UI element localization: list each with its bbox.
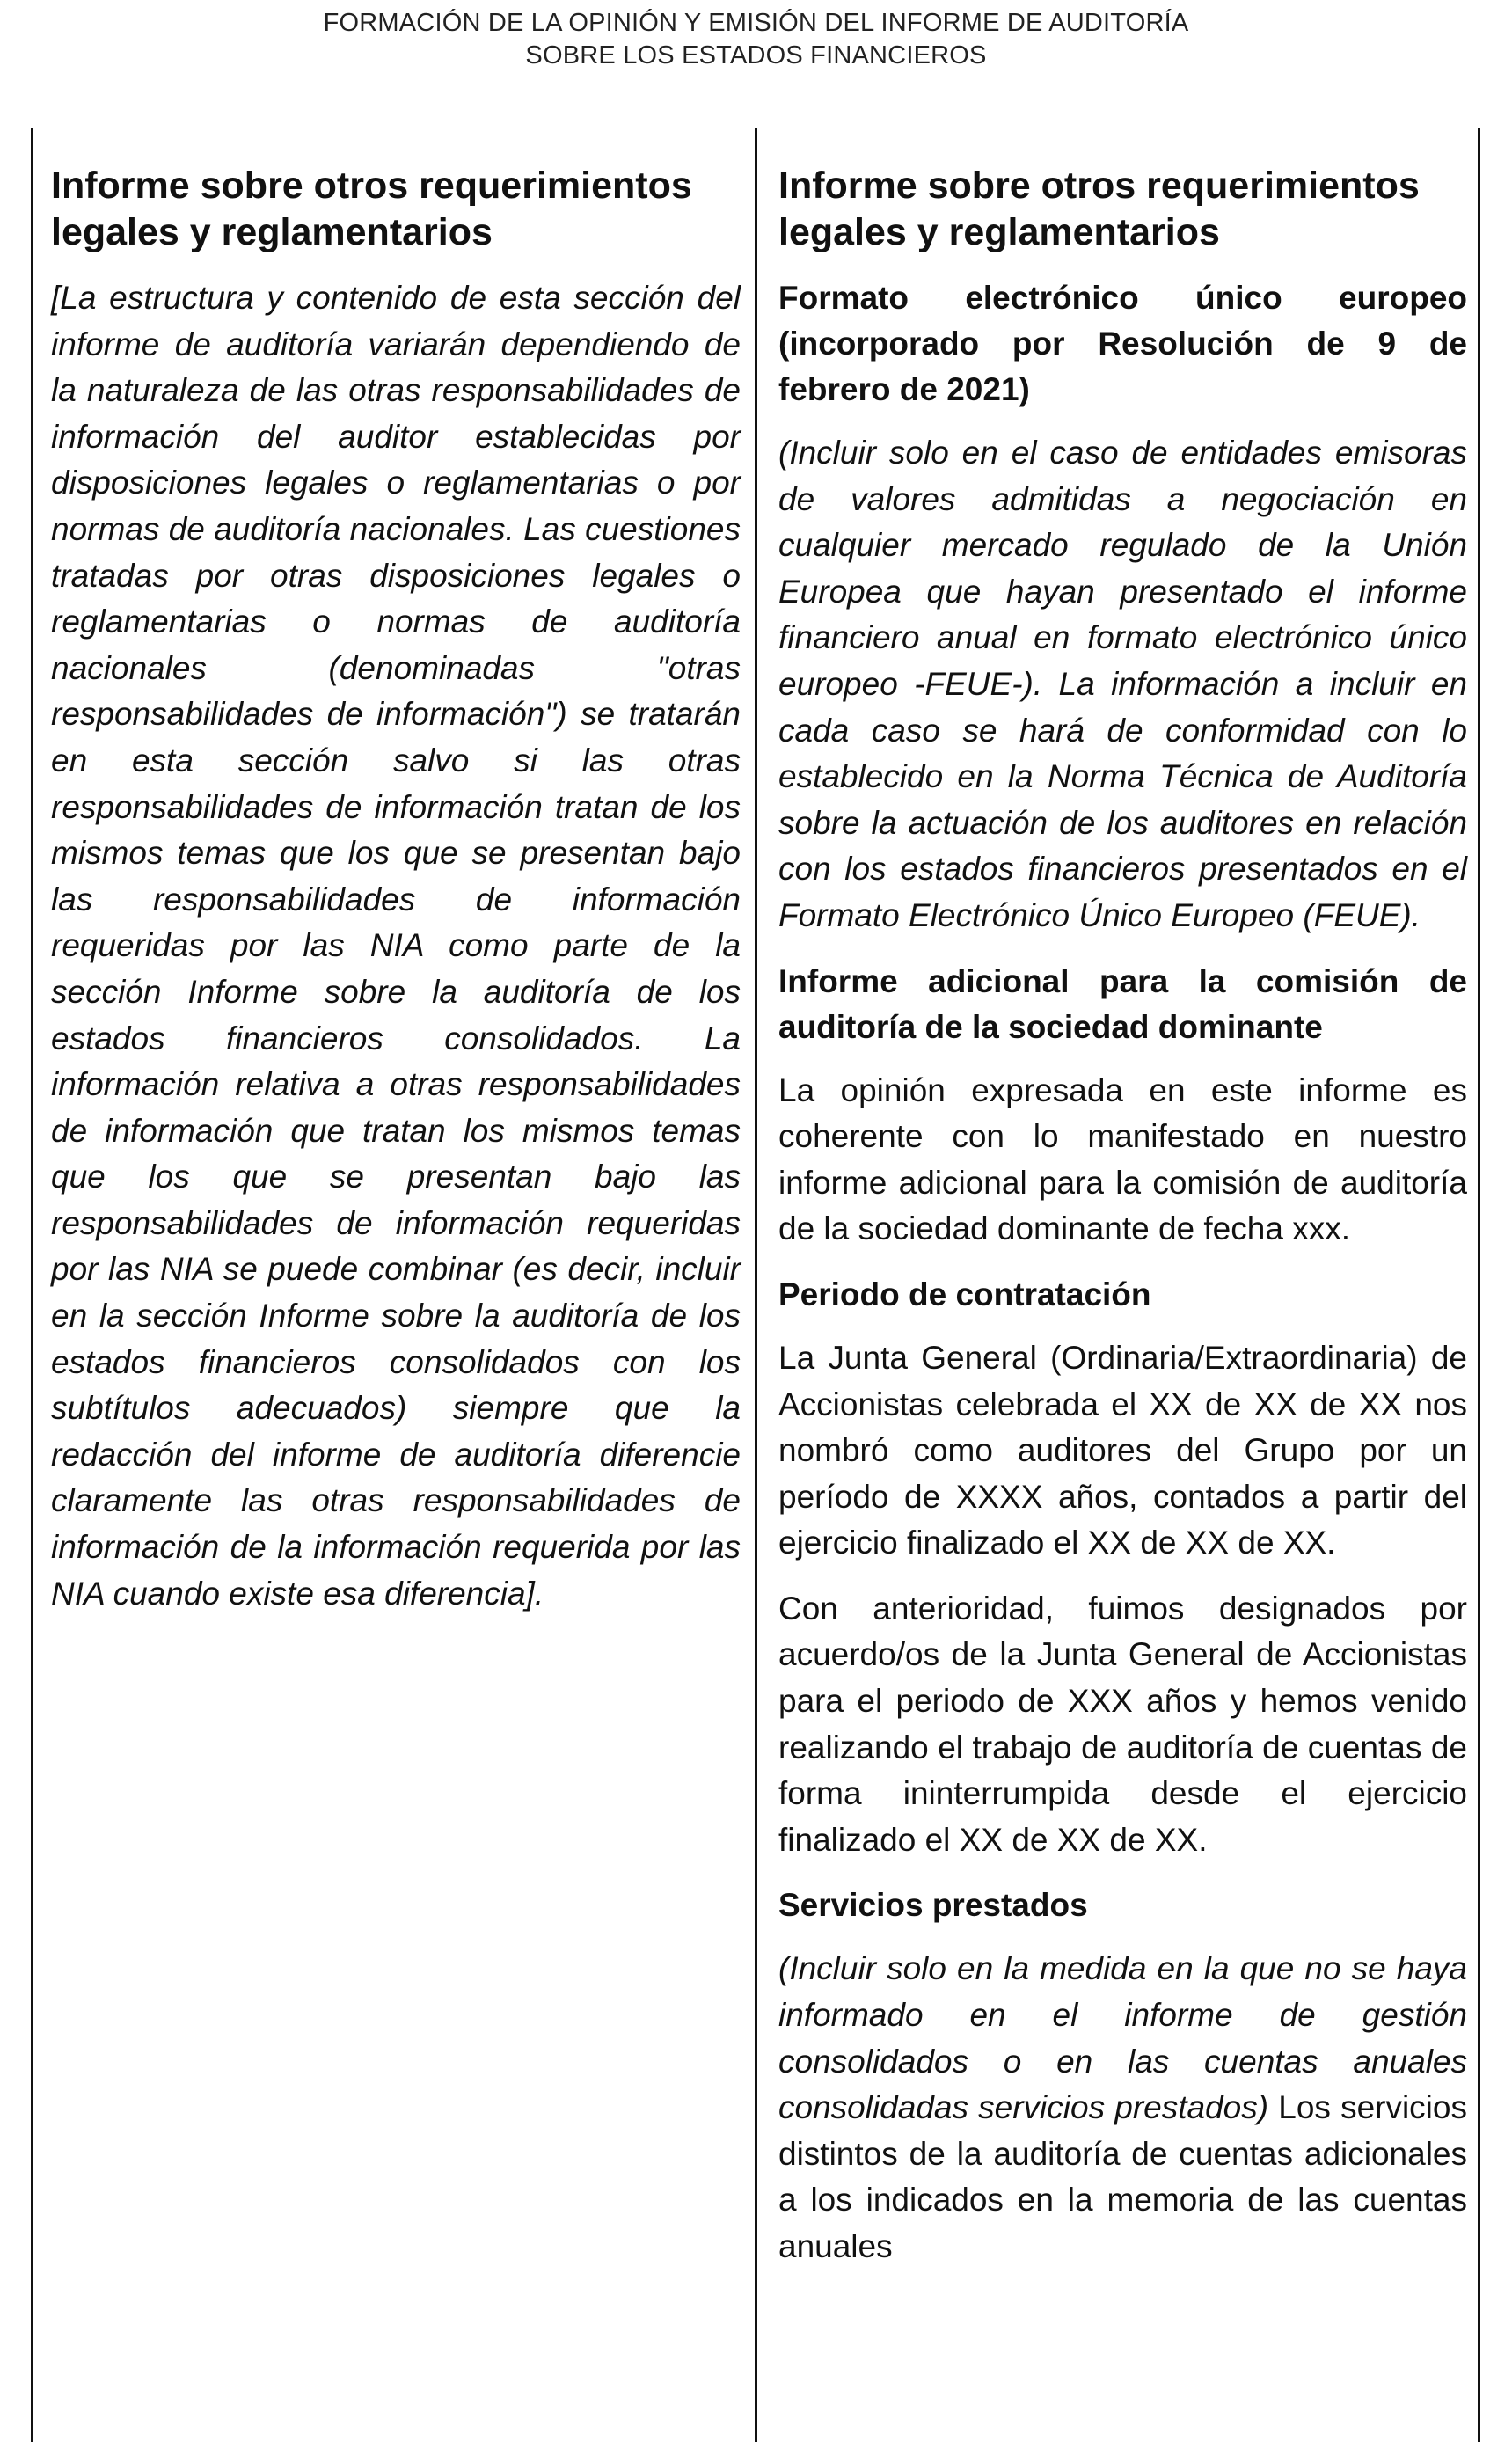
left-column [51,163,741,1636]
commission-paragraph: La opinión expresada en este informe es coherente con lo manifestado en nuestro informe adicional para la comisión de auditoría de la sociedad dominante de fecha xxx. [778,1071,1467,1247]
column-divider-middle [755,128,757,2442]
page-header-line1: FORMACIÓN DE LA OPINIÓN Y EMISIÓN DEL INFORME DE AUDITORÍA [323,9,1189,37]
column-divider-right [1478,128,1480,2442]
feue-heading: Formato electrónico único europeo (incorporado por Resolución de 9 de febrero de 2021) [778,280,1467,407]
commission-heading: Informe adicional para la comisión de auditoría de la sociedad dominante [778,962,1467,1045]
services-italic-text: (Incluir solo en la medida en la que no se haya informado en el informe de gestión consolidados o en las cuentas anuales consolidadas servicios prestados) [778,1950,1467,2126]
period-paragraph-1: La Junta General (Ordinaria/Extraordinaria) de Accionistas celebrada el XX de XX de XX nos nombró como auditores del Grupo por un período de XXXX años, contados a partir del ejercicio finalizado el XX de XX de XX. [778,1339,1467,1561]
services-normal-text: Los servicios distintos de la auditoría de cuentas adicionales a los indicados en la memoria de las cuentas anuales [778,2089,1467,2264]
services-heading: Servicios prestados [778,1887,1088,1924]
right-column [778,163,1467,2290]
page-header-line2: SOBRE LOS ESTADOS FINANCIEROS [525,41,987,69]
page-header [0,7,1512,72]
feue-paragraph: (Incluir solo en el caso de entidades emisoras de valores admitidas a negociación en cualquier mercado regulado de la Unión Europea que hayan presentado el informe financiero anual en formato electrónico único europeo -FEUE-). La información a incluir en cada caso se hará de conformidad con lo establecido en la Norma Técnica de Auditoría sobre la actuación de los auditores en relación con los estados financieros presentados en el Formato Electrónico Único Europeo (FEUE). [778,435,1467,933]
left-section-title: Informe sobre otros requerimientos legales y reglamentarios [51,165,692,253]
left-instruction-paragraph: [La estructura y contenido de esta sección del informe de auditoría variarán dependiendo de la naturaleza de las otras responsabilidades de información del auditor establecidas por disposiciones legales o reglamentarias o por normas de auditoría nacionales. Las cuestiones tratadas por otras disposiciones legales o reglamentarias o normas de auditoría nacionales (denominadas "otras responsabilidades de información") se tratarán en esta sección salvo si las otras responsabilidades de información tratan de los mismos temas que los que se presentan bajo las responsabilidades de información requeridas por las NIA como parte de la sección Informe sobre la auditoría de los estados financieros consolidados. La información relativa a otras responsabilidades de información que tratan los mismos temas que los que se presentan bajo las responsabilidades de información requeridas por las NIA se puede combinar (es decir, incluir en la sección Informe sobre la auditoría de los estados financieros consolidados con los subtítulos adecuados) siempre que la redacción del informe de auditoría diferencie claramente las otras responsabilidades de información de la información requerida por las NIA cuando existe esa diferencia]. [51,280,741,1612]
right-section-title: Informe sobre otros requerimientos legales y reglamentarios [778,165,1420,253]
services-paragraph [778,1946,1467,2270]
period-paragraph-2: Con anterioridad, fuimos designados por acuerdo/os de la Junta General de Accionistas para el periodo de XXX años y hemos venido realizando el trabajo de auditoría de cuentas de forma ininterrumpida desde el ejercicio finalizado el XX de XX de XX. [778,1590,1467,1858]
period-heading: Periodo de contratación [778,1276,1151,1312]
column-divider-left [31,128,33,2442]
